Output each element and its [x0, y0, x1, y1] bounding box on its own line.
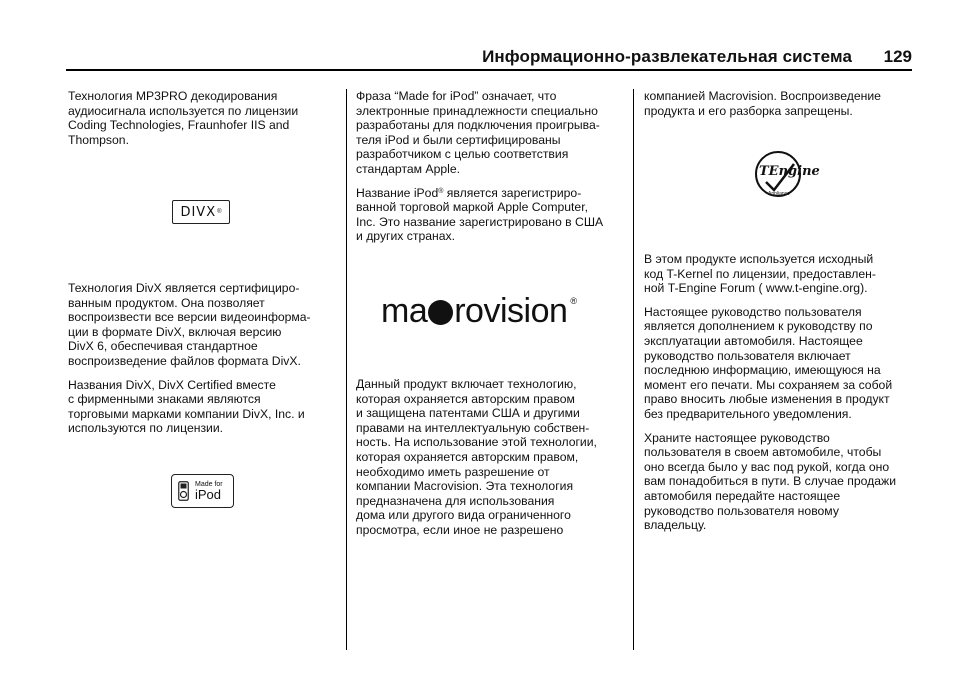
tengine-logo: [750, 150, 820, 200]
text-line: Названия DivX, DivX Certified вместе: [68, 377, 276, 392]
ipod-logo-small-text: Made for: [195, 481, 223, 488]
text-line: оно всегда было у вас под рукой, когда оно: [644, 459, 890, 474]
text-line: руководство пользователя новому: [644, 503, 839, 518]
text-line: является дополнением к руководству по: [644, 319, 873, 334]
text-line: код T-Kernel по лицензии, предоставлен-: [644, 266, 876, 281]
tengine-logo-text: TEngine: [759, 164, 820, 179]
text-line: теля iPod и были сертифицированы: [356, 132, 561, 147]
macrovision-paragraph: [356, 377, 626, 538]
text-line: вам понадобиться в пути. В случае продажи: [644, 474, 897, 489]
text-line: ной T-Engine Forum ( www.t-engine.org).: [644, 281, 868, 296]
text-line: разработаны для подключения проигрыва-: [356, 118, 600, 133]
macrovision-circle-icon: [428, 300, 453, 325]
text-line: Данный продукт включает технологию,: [356, 377, 577, 391]
text-fragment: является зарегистриро-: [443, 185, 582, 200]
text-line: компании Macrovision. Эта технология: [356, 479, 574, 494]
column-divider-1: [346, 89, 347, 650]
header-divider: [66, 69, 912, 71]
text-line: эксплуатации автомобиля. Настоящее: [644, 333, 863, 348]
manual-supplement-paragraph: [644, 305, 916, 422]
mp3pro-paragraph: [68, 89, 338, 147]
page-header: [66, 47, 912, 69]
text-line: ность. На использование этой технологии,: [356, 435, 597, 450]
text-line: стандартам Apple.: [356, 161, 460, 176]
column-2-lower: [356, 377, 626, 547]
text-line: Thompson.: [68, 132, 129, 147]
text-line: Inc. Это название зарегистрировано в США: [356, 214, 604, 229]
made-for-ipod-logo: [171, 474, 234, 508]
text-line: руководство пользователя включает: [644, 348, 851, 363]
text-line: владельцу.: [644, 518, 707, 533]
text-line: воспроизвести все версии видеоинформа-: [68, 310, 311, 325]
text-line: аудиосигнала используется по лицензии: [68, 103, 299, 118]
text-line: пользователя в своем автомобиле, чтобы: [644, 445, 882, 460]
ipod-logo-big-text: iPod: [195, 487, 222, 502]
ipod-trademark-paragraph: [356, 186, 626, 244]
registered-mark: ®: [438, 187, 444, 195]
text-line: используются по лицензии.: [68, 421, 224, 436]
keep-manual-paragraph: [644, 431, 916, 533]
text-line: В этом продукте используется исходный: [644, 252, 874, 266]
text-line: Настоящее руководство пользователя: [644, 304, 862, 319]
text-line: которая охраняется авторским правом: [356, 391, 575, 406]
tkernel-paragraph: [644, 252, 916, 296]
column-3: [644, 89, 916, 127]
text-line: и других странах.: [356, 229, 455, 244]
column-1: [68, 89, 338, 156]
text-line: ции в формате DivX, включая версию: [68, 324, 282, 339]
text-line: [356, 186, 626, 201]
made-for-ipod-paragraph: [356, 89, 626, 177]
text-line: воспроизведение файлов формата DivX.: [68, 353, 301, 368]
text-line: просмотра, если иное не разрешено: [356, 522, 564, 537]
macrovision-logo-text: rovision: [454, 292, 568, 330]
text-line: торговыми марками компании DivX, Inc. и: [68, 406, 305, 421]
text-line: без предварительного уведомления.: [644, 406, 852, 421]
page-number: 129: [883, 47, 912, 66]
divx-paragraph: [68, 281, 338, 369]
text-line: которая охраняется авторским правом,: [356, 449, 579, 464]
tengine-logo-subtext: Appliance: [768, 191, 790, 197]
text-line: автомобиля передайте настоящее: [644, 488, 841, 503]
ipod-device-icon: [178, 481, 189, 501]
macrovision-logo: [381, 292, 577, 331]
text-line: момент его печати. Мы сохраняем за собой: [644, 377, 893, 392]
text-line: право вносить любые изменения в продукт: [644, 392, 890, 407]
text-line: компанией Macrovision. Воспроизведение: [644, 89, 881, 103]
text-line: разработчиком с целью соответствия: [356, 147, 569, 162]
text-line: предназначена для использования: [356, 493, 555, 508]
column-1-lower: [68, 281, 338, 445]
text-fragment: Название iPod: [356, 185, 439, 200]
text-line: необходимо иметь разрешение от: [356, 464, 550, 479]
text-line: дома или другого вида ограниченного: [356, 508, 571, 523]
text-line: ванной торговой маркой Apple Computer,: [356, 200, 588, 215]
registered-mark: ®: [570, 296, 577, 306]
column-divider-2: [633, 89, 634, 650]
text-line: Технология DivX является сертифициро-: [68, 281, 300, 295]
text-line: Храните настоящее руководство: [644, 430, 830, 445]
text-line: электронные принадлежности специально: [356, 103, 598, 118]
divx-logo: DIVX ®: [172, 200, 230, 224]
text-line: DivX 6, обеспечивая стандартное: [68, 339, 258, 354]
column-3-lower: [644, 252, 916, 542]
text-line: Фраза “Made for iPod” означает, что: [356, 89, 557, 103]
text-line: последнюю информацию, имеющуюся на: [644, 363, 881, 378]
section-title: Информационно-развлекательная система: [482, 47, 852, 66]
text-line: с фирменными знаками являются: [68, 392, 261, 407]
column-2: [356, 89, 626, 253]
text-line: Coding Technologies, Fraunhofer IIS and: [68, 118, 290, 133]
macrovision-continued-paragraph: [644, 89, 916, 118]
text-line: ванным продуктом. Она позволяет: [68, 295, 265, 310]
text-line: правами на интеллектуальную собствен-: [356, 420, 590, 435]
divx-logo-text: DIVX: [180, 204, 217, 220]
text-line: Технология MP3PRO декодирования: [68, 89, 278, 103]
text-line: продукта и его разборка запрещены.: [644, 103, 853, 118]
text-line: и защищена патентами США и другими: [356, 406, 580, 421]
divx-trademark-paragraph: [68, 378, 338, 436]
macrovision-logo-text: ma: [381, 292, 428, 330]
